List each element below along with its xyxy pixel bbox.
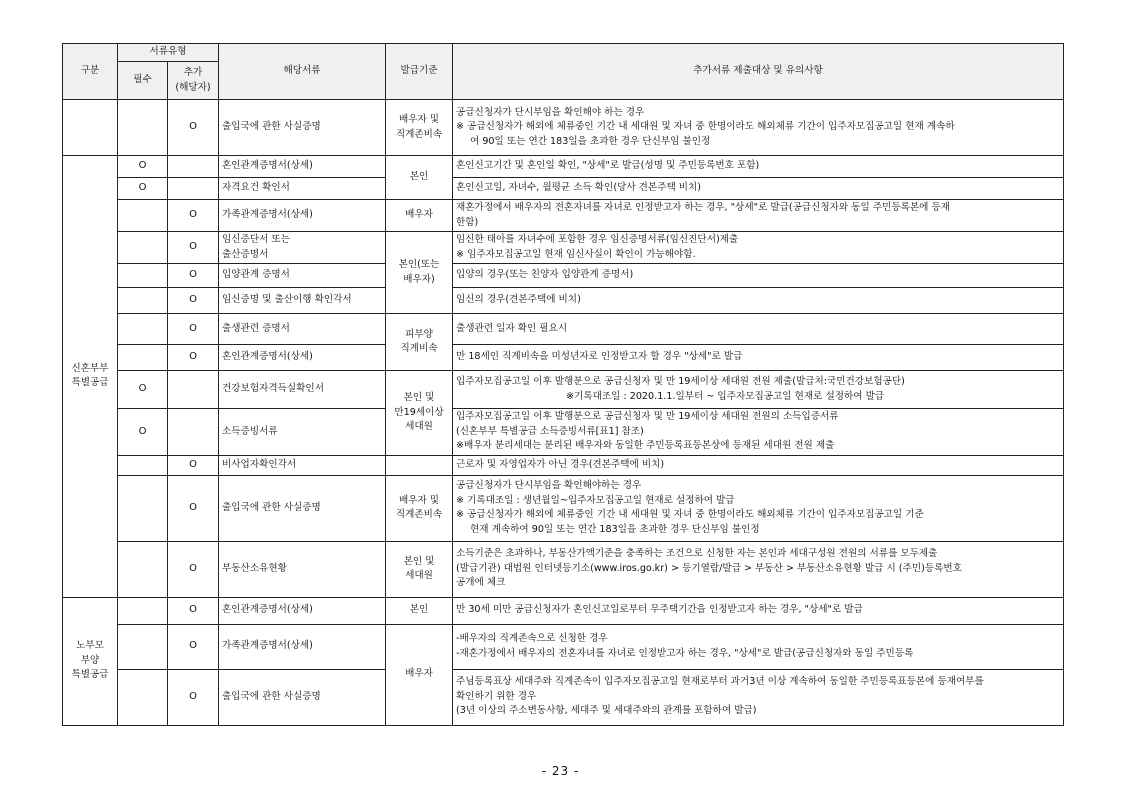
header-additional: 추가 (해당자): [168, 62, 219, 100]
issue-basis: 배우자: [386, 200, 453, 232]
additional-mark: [168, 371, 219, 409]
note-line: 공급신청자가 단시부임을 확인해야하는 경우: [456, 480, 642, 491]
additional-mark: O: [168, 345, 219, 371]
note-line: 여 90일 또는 연간 183일을 초과한 경우 단신부임 불인정: [470, 135, 711, 147]
doc-name: 출입국에 관한 사실증명: [219, 669, 386, 725]
issue-basis: 피부양 직계비속: [386, 314, 453, 371]
header-doc-type: 서류유형: [118, 44, 219, 62]
note-line: 한함): [456, 216, 479, 228]
section-label-empty: [63, 100, 118, 156]
additional-mark: O: [168, 100, 219, 156]
note-line: 혼인신고일, 자녀수, 월평균 소득 확인(당사 견본주택 비치): [456, 182, 702, 194]
doc-name: 비사업자확인각서: [219, 455, 386, 475]
table-row: [63, 156, 1064, 178]
note-line: 소득기준은 초과하나, 부동산가액기준을 충족하는 조건으로 신청한 자는 본인과 세대구성원 전원의 서류를 모두제출: [456, 548, 938, 560]
required-mark: O: [118, 371, 168, 409]
note-line: (3년 이상의 주소변동사항, 세대주 및 세대주와의 관계를 포함하여 발급): [456, 705, 757, 717]
required-mark: [118, 200, 168, 232]
section-label-elderly: 노부모 부양 특별공급: [63, 597, 118, 725]
document-requirements-table: [62, 43, 1064, 726]
issue-basis: 본인 및 세대원: [386, 541, 453, 597]
page-number: - 23 -: [541, 764, 580, 778]
table-row: [63, 624, 1064, 669]
note-line: 출생관련 일자 확인 필요시: [456, 322, 568, 334]
note-line: (신혼부부 특별공급 소득증빙서류[표1] 참조): [456, 425, 644, 437]
note-line: 입양의 경우(또는 친양자 입양관계 증명서): [456, 269, 634, 281]
header-doc-name: 해당서류: [219, 44, 386, 100]
note-line: ※기록대조일 : 2020.1.1.일부터 ~ 입주자모집공고일 현재로 설정하여 발급: [566, 390, 885, 402]
doc-name: 가족관계증명서(상세): [219, 200, 386, 232]
doc-name: 소득증빙서류: [219, 409, 386, 456]
note-line: (발급기관) 대법원 인터넷등기소(www.iros.go.kr) > 등기열람/발급 > 부동산 > 부동산소유현황 발급 시 (주민)등록번호: [456, 562, 962, 574]
issue-basis: 배우자 및 직계존비속: [386, 475, 453, 541]
table-row: [63, 288, 1064, 314]
issue-basis: 배우자: [386, 624, 453, 725]
notes-cell: [453, 100, 1064, 156]
issue-basis: [386, 455, 453, 475]
note-line: 만 18세인 직계비속을 미성년자로 인정받고자 할 경우 "상세"로 발급: [456, 351, 743, 363]
note-line: -배우자의 직계존속으로 신청한 경우: [456, 633, 608, 644]
additional-mark: [168, 178, 219, 200]
header-required: 필수: [118, 62, 168, 100]
table-row: [63, 541, 1064, 597]
doc-name: 건강보험자격득실확인서: [219, 371, 386, 409]
doc-name: 출생관련 증명서: [219, 314, 386, 345]
note-line: 주님등록표상 세대주와 직계존속이 입주자모집공고일 현재로부터 과거3년 이상 계속하여 동일한 주민등록표등본에 등재여부를: [456, 676, 984, 688]
table-row: [63, 178, 1064, 200]
note-line: -재혼가정에서 배우자의 전혼자녀를 자녀로 인정받고자 하는 경우, "상세"로 발급(공급신청자와 동일 주민등록: [456, 647, 914, 659]
additional-mark: O: [168, 624, 219, 669]
required-mark: [118, 455, 168, 475]
note-line: 입주자모집공고일 이후 발행분으로 공급신청자 및 만 19세이상 세대원 전원 제출(발급처:국민건강보험공단): [456, 376, 905, 387]
table-row: [63, 232, 1064, 264]
doc-name: 부동산소유현황: [219, 541, 386, 597]
note-line: 임신의 경우(견본주택에 비치): [456, 294, 581, 306]
required-mark: [118, 541, 168, 597]
additional-mark: O: [168, 200, 219, 232]
note-line: 만 30세 미만 공급신청자가 혼인신고일로부터 무주택기간을 인정받고자 하는 경우, "상세"로 발급: [456, 604, 863, 616]
issue-basis: 본인: [386, 597, 453, 624]
header-issue-basis: 발급기준: [386, 44, 453, 100]
additional-mark: O: [168, 232, 219, 264]
required-mark: [118, 288, 168, 314]
required-mark: O: [118, 156, 168, 178]
doc-name: 입양관계 증명서: [219, 264, 386, 288]
note-line: 현재 계속하여 90일 또는 연간 183일을 초과한 경우 단신부임 불인정: [470, 523, 760, 535]
additional-mark: [168, 156, 219, 178]
required-mark: [118, 264, 168, 288]
note-line: ※배우자 분리세대는 분리된 배우자와 동일한 주민등록표등본상에 등재된 세대원 전원 제출: [456, 440, 835, 451]
table-row: [63, 200, 1064, 232]
doc-name: 자격요건 확인서: [219, 178, 386, 200]
required-mark: [118, 345, 168, 371]
required-mark: [118, 624, 168, 669]
section-label-newlywed: 신혼부부 특별공급: [63, 156, 118, 598]
note-line: ※ 기록대조일 : 생년월일~입주자모집공고일 현재로 설정하여 발급: [456, 494, 735, 506]
table-row: [63, 669, 1064, 725]
note-line: ※ 공급신청자가 해외에 체류중인 기간 내 세대원 및 자녀 중 한명이라도 해외체류 기간이 입주자모집공고일 기준: [456, 509, 924, 520]
additional-mark: [168, 409, 219, 456]
note-line: 공급신청자가 단시부임을 확인해야 하는 경우: [456, 106, 645, 118]
table-row: [63, 100, 1064, 156]
additional-mark: O: [168, 669, 219, 725]
issue-basis: 본인: [386, 156, 453, 200]
additional-mark: O: [168, 288, 219, 314]
doc-name: 가족관계증명서(상세): [219, 624, 386, 669]
required-mark: [118, 100, 168, 156]
note-line: ※ 공급신청자가 해외에 체류중인 기간 내 세대원 및 자녀 중 한명이라도 해외체류 기간이 입주자모집공고일 현재 계속하: [456, 121, 955, 133]
doc-name: 혼인관계증명서(상세): [219, 597, 386, 624]
note-line: 재혼가정에서 배우자의 전혼자녀를 자녀로 인정받고자 하는 경우, "상세"로 발급(공급신청자와 동일 주민등록본에 등재: [456, 202, 951, 213]
required-mark: [118, 232, 168, 264]
doc-name: 혼인관계증명서(상세): [219, 345, 386, 371]
note-line: 혼인신고기간 및 혼인일 확인, "상세"로 발급(성명 및 주민등록번호 포함): [456, 160, 760, 172]
table-row: [63, 455, 1064, 475]
additional-mark: O: [168, 597, 219, 624]
header-gubun: 구분: [63, 44, 118, 100]
note-line: 확인하기 위한 경우: [456, 690, 537, 702]
required-mark: [118, 475, 168, 541]
required-mark: O: [118, 409, 168, 456]
note-line: 임신한 태아를 자녀수에 포함한 경우 임신증명서류(임신진단서)제출: [456, 234, 739, 245]
additional-mark: O: [168, 541, 219, 597]
issue-basis: 배우자 및 직계존비속: [386, 100, 453, 156]
table-row: [63, 371, 1064, 409]
required-mark: [118, 669, 168, 725]
table-row: [63, 345, 1064, 371]
additional-mark: O: [168, 455, 219, 475]
doc-name: 임신증단서 또는 출산증명서: [219, 232, 386, 264]
note-line: 근로자 및 자영업자가 아닌 경우(견본주택에 비치): [456, 458, 665, 470]
header-notes: 추가서류 제출대상 및 유의사항: [453, 44, 1064, 100]
table-row: [63, 264, 1064, 288]
doc-name: 임신증명 및 출산이행 확인각서: [219, 288, 386, 314]
additional-mark: O: [168, 475, 219, 541]
note-line: 공개에 체크: [456, 577, 506, 589]
required-mark: [118, 597, 168, 624]
doc-name: 출입국에 관한 사실증명: [219, 100, 386, 156]
note-line: 입주자모집공고일 이후 발행분으로 공급신청자 및 만 19세이상 세대원 전원의 소득입증서류: [456, 411, 839, 422]
table-row: [63, 597, 1064, 624]
doc-name: 혼인관계증명서(상세): [219, 156, 386, 178]
table-row: [63, 475, 1064, 541]
additional-mark: O: [168, 314, 219, 345]
required-mark: [118, 314, 168, 345]
issue-basis: 본인(또는 배우자): [386, 232, 453, 314]
note-line: ※ 임주자모집공고일 현재 임신사실이 확인이 가능해야함.: [456, 248, 696, 260]
table-body: [63, 100, 1064, 726]
required-mark: O: [118, 178, 168, 200]
doc-name: 출입국에 관한 사실증명: [219, 475, 386, 541]
table-row: [63, 409, 1064, 456]
table-row: [63, 314, 1064, 345]
additional-mark: O: [168, 264, 219, 288]
issue-basis: 본인 및 만19세이상 세대원: [386, 371, 453, 456]
